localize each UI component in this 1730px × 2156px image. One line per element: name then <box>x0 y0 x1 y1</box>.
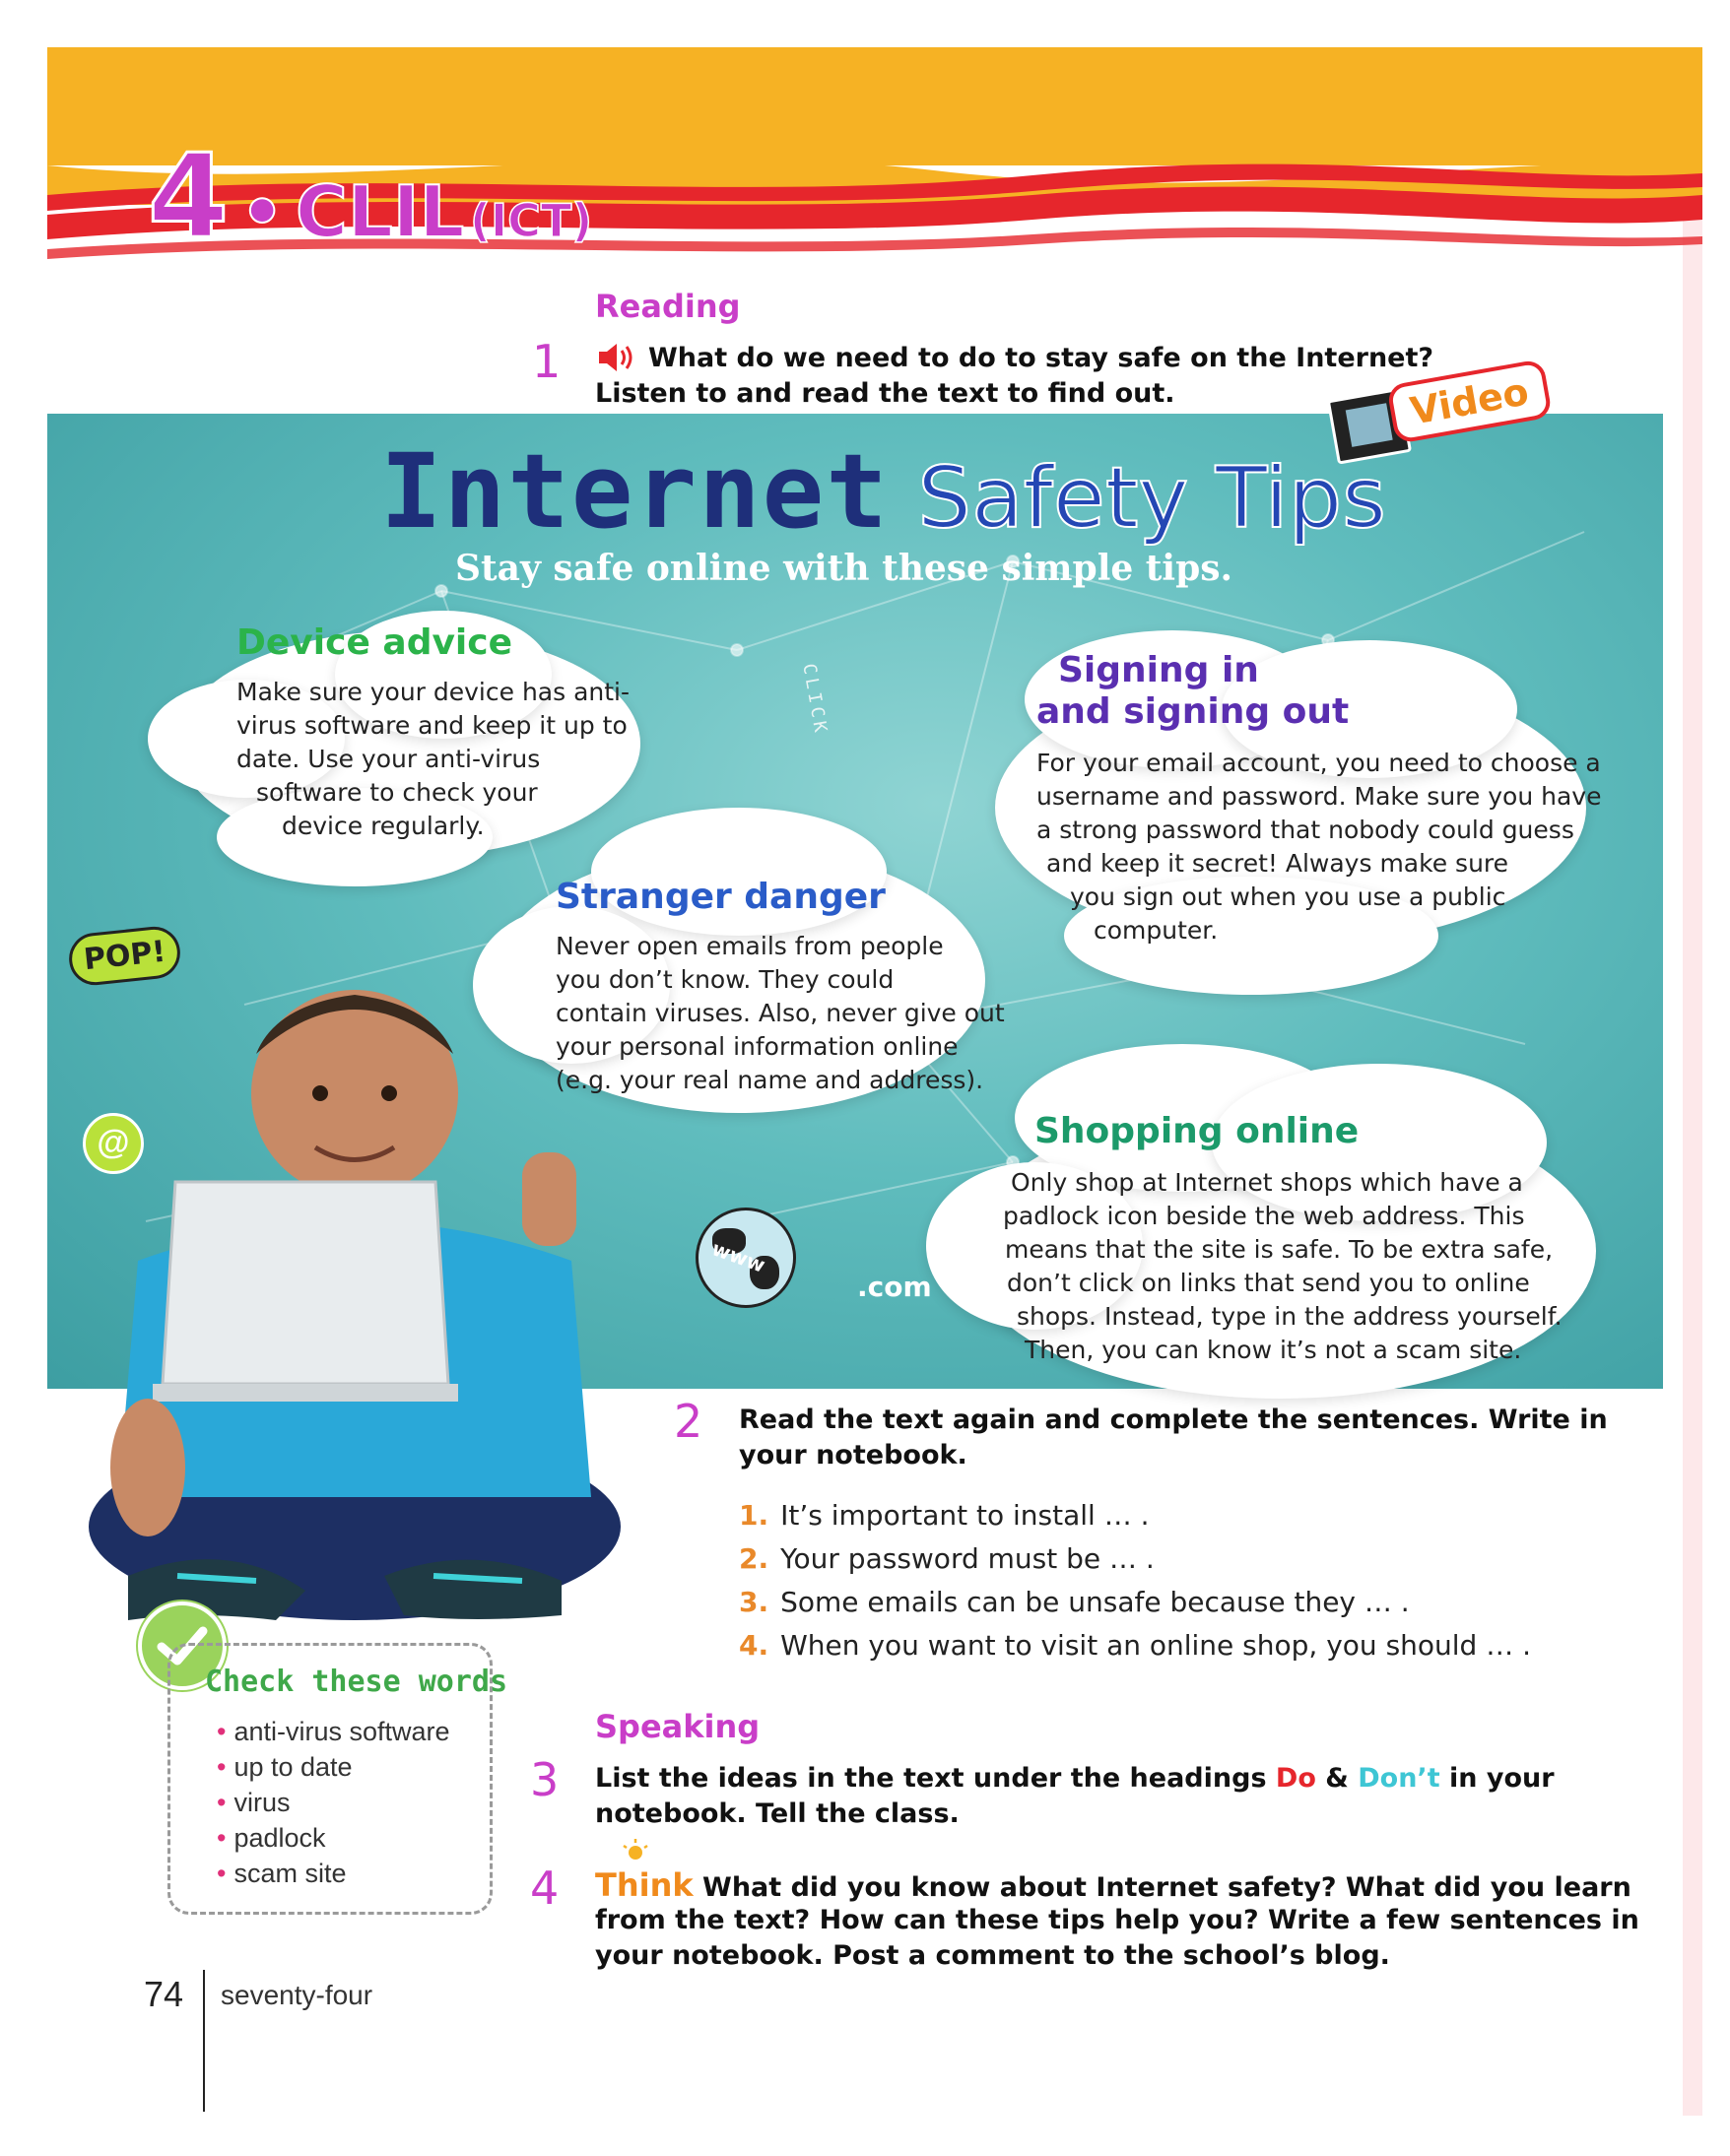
ex2-line2: your notebook. <box>739 1440 967 1470</box>
page-words: seventy-four <box>221 1980 373 2010</box>
tip-device-line-3: date. Use your anti-virus <box>236 745 541 773</box>
word-item-5-text: scam site <box>233 1859 347 1888</box>
tip-signing-line-1: For your email account, you need to choose a <box>1036 749 1601 777</box>
poster-title-safety-tips: Safety Tips <box>917 449 1386 548</box>
ex2-line1: Read the text again and complete the sentences. Write in <box>739 1405 1608 1435</box>
speaker-icon[interactable] <box>597 341 640 374</box>
at-icon: @ <box>83 1113 144 1174</box>
ex4-line3: your notebook. Post a comment to the school’s blog. <box>595 1940 1390 1971</box>
word-item-4: • padlock <box>217 1823 326 1853</box>
lightbulb-icon <box>621 1838 650 1867</box>
tip-device-line-1: Make sure your device has anti- <box>236 678 631 706</box>
ex2-item-2 <box>739 1542 1155 1575</box>
tip-signing-heading-1: Signing in <box>1058 650 1259 690</box>
ex2-item-4-text: When you want to visit an online shop, you should … . <box>780 1629 1532 1662</box>
tip-signing-line-6: computer. <box>1094 916 1219 945</box>
word-item-2: • up to date <box>217 1752 353 1782</box>
boy-photo <box>59 886 631 1635</box>
www-label: www <box>708 1236 768 1277</box>
think-label: Think <box>595 1866 694 1904</box>
tip-signing-line-4: and keep it secret! Always make sure <box>1046 849 1509 878</box>
dotcom-label: .com <box>857 1271 932 1303</box>
word-item-2-text: up to date <box>233 1752 353 1782</box>
ex2-item-4 <box>739 1629 1531 1662</box>
pop-bubble: POP! <box>67 924 183 988</box>
tip-shopping-line-4: don’t click on links that send you to online <box>1007 1269 1530 1297</box>
tip-signing-line-5: you sign out when you use a public <box>1070 882 1506 911</box>
ex2-item-1-text: It’s important to install … . <box>780 1499 1150 1532</box>
footer-divider <box>203 1970 205 2112</box>
poster-title-internet: Internet <box>380 431 890 552</box>
word-item-3-text: virus <box>233 1788 291 1817</box>
title-bullet: • <box>239 172 285 253</box>
check-words-title: Check these words <box>205 1665 508 1699</box>
word-item-1: • anti-virus software <box>217 1717 450 1746</box>
ex4-line2: from the text? How can these tips help you? Write a few sentences in <box>595 1905 1639 1935</box>
tip-signing-line-3: a strong password that nobody could guess <box>1036 816 1574 844</box>
clil-title: CLIL <box>296 170 465 253</box>
tip-shopping-heading: Shopping online <box>1034 1111 1360 1151</box>
tip-stranger-line-4: your personal information online <box>556 1032 959 1061</box>
reading-label: Reading <box>595 288 741 325</box>
ex2-item-2-text: Your password must be … . <box>780 1542 1155 1575</box>
check-words-list <box>217 1714 450 1891</box>
word-item-3: • virus <box>217 1788 291 1817</box>
word-item-4-text: padlock <box>233 1823 326 1853</box>
tip-signing-heading-2: and signing out <box>1036 691 1350 732</box>
word-item-1-text: anti-virus software <box>233 1717 450 1746</box>
ex4-line1-text: What did you know about Internet safety? What did you learn <box>693 1872 1631 1903</box>
ex1-number: 1 <box>532 335 562 388</box>
page-margin-strip <box>1683 47 1702 2116</box>
ex2-item-1 <box>739 1499 1150 1532</box>
ex3-line2: notebook. Tell the class. <box>595 1798 960 1829</box>
ex3-post: in your <box>1439 1763 1555 1794</box>
tip-signing-line-2: username and password. Make sure you have <box>1036 782 1602 811</box>
ex1-line2: Listen to and read the text to find out. <box>595 378 1175 409</box>
tip-stranger-heading: Stranger danger <box>556 877 886 917</box>
ex2-item-2-number: 2. <box>739 1542 769 1575</box>
speaking-label: Speaking <box>595 1708 761 1745</box>
ex4-line1 <box>595 1867 1631 1906</box>
ex3-number: 3 <box>530 1753 560 1806</box>
ex3-dont: Don’t <box>1358 1763 1440 1794</box>
ex3-line1 <box>595 1761 1555 1797</box>
unit-title <box>148 128 592 264</box>
tip-device-heading: Device advice <box>236 622 513 663</box>
tip-shopping-line-2: padlock icon beside the web address. This <box>1003 1202 1525 1230</box>
ex2-number: 2 <box>674 1395 703 1448</box>
tip-stranger-line-5: (e.g. your real name and address). <box>556 1066 984 1094</box>
poster-title <box>380 431 1386 552</box>
click-doodle: CLICK <box>798 662 832 738</box>
poster-tagline: Stay safe online with these simple tips. <box>455 548 1233 589</box>
page-number: 74 <box>144 1974 184 2014</box>
tip-stranger-line-1: Never open emails from people <box>556 932 944 960</box>
ex2-item-1-number: 1. <box>739 1499 769 1532</box>
ex1-line1: What do we need to do to stay safe on the Internet? <box>648 343 1434 373</box>
ex2-item-3-text: Some emails can be unsafe because they … . <box>780 1586 1410 1618</box>
ex2-item-4-number: 4. <box>739 1629 769 1662</box>
ex2-item-3 <box>739 1586 1410 1618</box>
ict-subtitle: (ICT) <box>469 194 593 247</box>
tip-shopping-line-6: Then, you can know it’s not a scam site. <box>1025 1336 1522 1364</box>
tip-device-line-4: software to check your <box>256 778 538 807</box>
tip-shopping-line-5: shops. Instead, type in the address yourself. <box>1017 1302 1563 1331</box>
ex3-pre: List the ideas in the text under the headings <box>595 1763 1276 1794</box>
tip-shopping-line-3: means that the site is safe. To be extra safe, <box>1005 1235 1554 1264</box>
ex3-amp: & <box>1315 1763 1359 1794</box>
video-label: Video <box>1386 359 1553 444</box>
unit-number: 4 <box>148 128 230 264</box>
ex3-do: Do <box>1275 1763 1316 1794</box>
tip-shopping-line-1: Only shop at Internet shops which have a <box>1011 1168 1523 1197</box>
tip-stranger-line-3: contain viruses. Also, never give out <box>556 999 1005 1027</box>
tip-stranger-line-2: you don’t know. They could <box>556 965 895 994</box>
word-item-5: • scam site <box>217 1859 347 1888</box>
tip-device-line-5: device regularly. <box>282 812 485 840</box>
tip-device-line-2: virus software and keep it up to <box>236 711 628 740</box>
ex2-item-3-number: 3. <box>739 1586 769 1618</box>
ex4-number: 4 <box>530 1862 560 1915</box>
